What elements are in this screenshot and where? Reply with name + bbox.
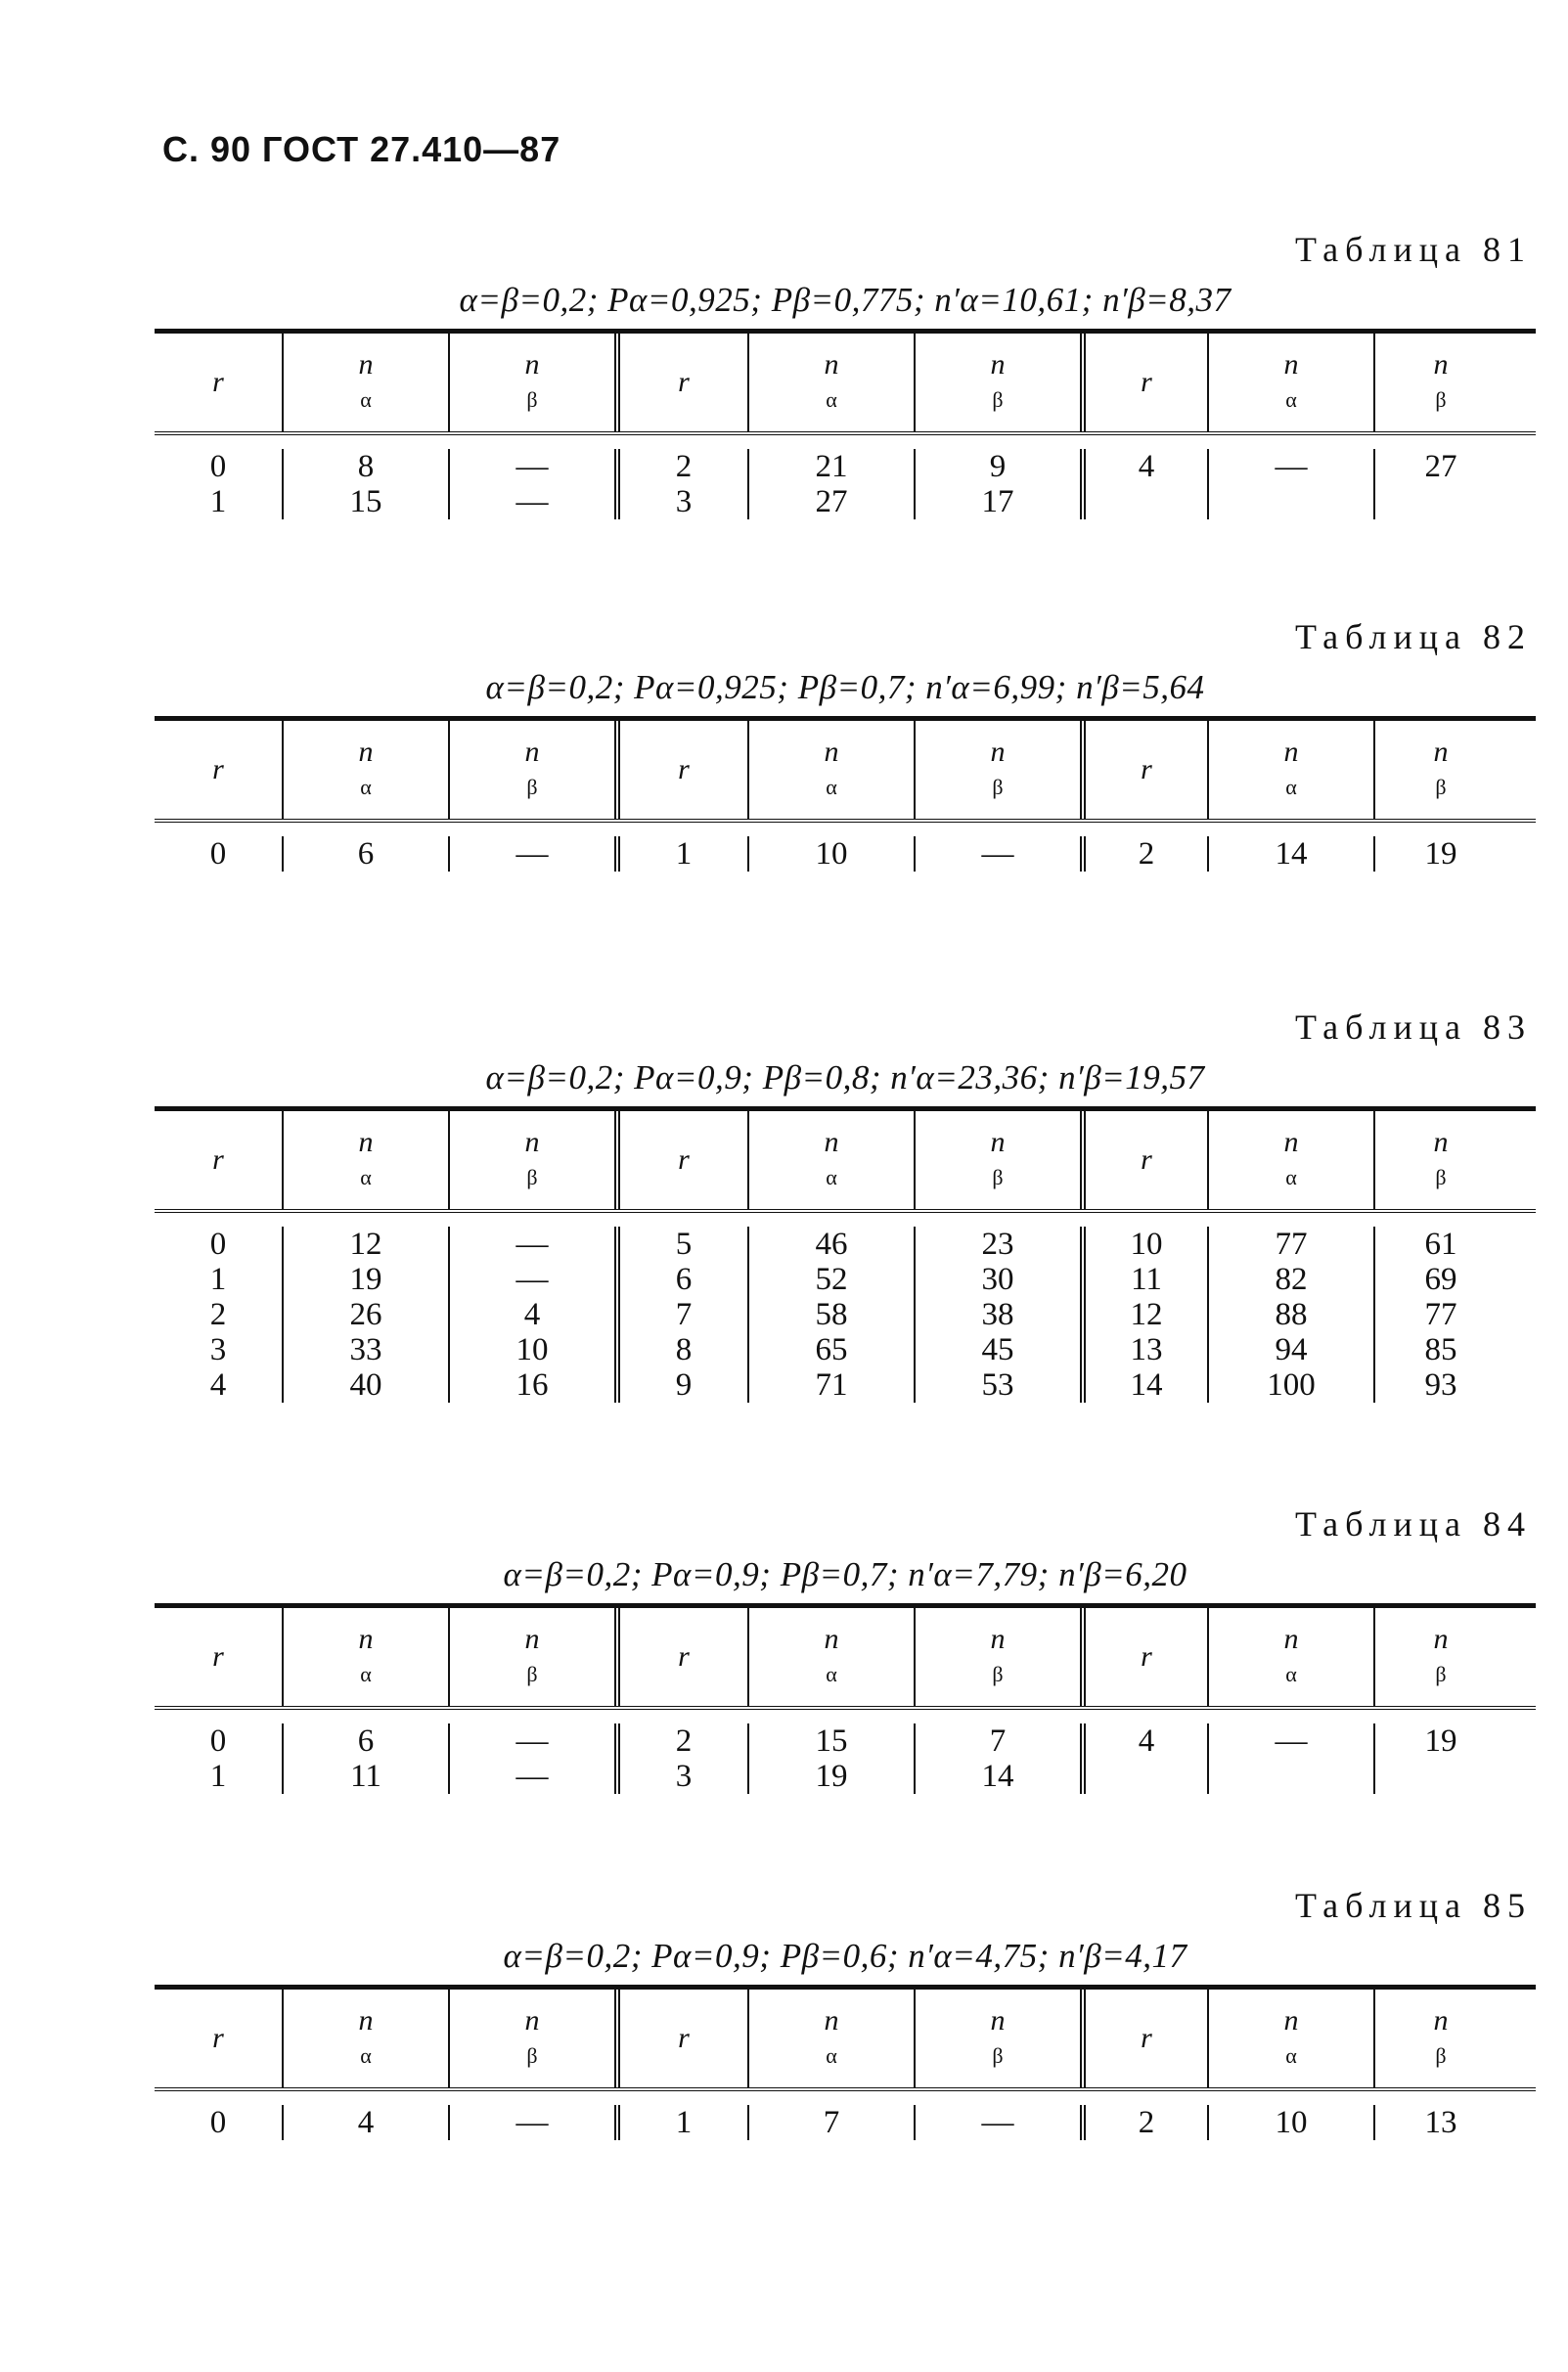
table-cell: 6 bbox=[357, 1723, 375, 1759]
table-cell: 4 bbox=[523, 1297, 541, 1332]
table-cell: 2 bbox=[675, 449, 693, 484]
table-title: Таблица 85 bbox=[1295, 1886, 1532, 1925]
table-cell: 38 bbox=[981, 1297, 1014, 1332]
column-header: n α bbox=[282, 334, 448, 431]
table-cell: 19 bbox=[815, 1759, 848, 1794]
table-body-row bbox=[155, 823, 1536, 881]
table-column bbox=[282, 449, 448, 519]
column-header: n β bbox=[914, 1608, 1080, 1706]
column-header: n α bbox=[1207, 1608, 1373, 1706]
column-header: n α bbox=[1207, 721, 1373, 819]
page-header: С. 90 ГОСТ 27.410—87 bbox=[162, 129, 561, 169]
column-header: n α bbox=[747, 1608, 914, 1706]
table-column bbox=[1080, 1227, 1207, 1403]
table-cell: 16 bbox=[515, 1367, 549, 1403]
column-header: r bbox=[614, 334, 747, 431]
table-body-row bbox=[155, 435, 1536, 529]
table-title: Таблица 81 bbox=[1295, 230, 1532, 269]
column-header: n β bbox=[914, 721, 1080, 819]
table-column bbox=[282, 2105, 448, 2140]
table-cell: 3 bbox=[209, 1332, 227, 1367]
column-header: n β bbox=[914, 334, 1080, 431]
column-header: r bbox=[614, 721, 747, 819]
table-cell: — bbox=[515, 1227, 549, 1262]
table-column bbox=[914, 449, 1080, 519]
table-cell: 82 bbox=[1275, 1262, 1308, 1297]
table-column bbox=[747, 836, 914, 872]
table-column bbox=[747, 1227, 914, 1403]
table-cell: 14 bbox=[1275, 836, 1308, 872]
table-column bbox=[614, 1723, 747, 1794]
table-column bbox=[914, 2105, 1080, 2140]
table-cell: 2 bbox=[209, 1297, 227, 1332]
data-table bbox=[155, 329, 1536, 529]
table-cell: 12 bbox=[349, 1227, 382, 1262]
table-cell: 93 bbox=[1424, 1367, 1457, 1403]
table-cell: 46 bbox=[815, 1227, 848, 1262]
table-column bbox=[614, 449, 747, 519]
table-cell: 15 bbox=[815, 1723, 848, 1759]
table-column bbox=[614, 836, 747, 872]
column-header: r bbox=[614, 1990, 747, 2087]
table-cell: 1 bbox=[675, 2105, 693, 2140]
table-cell: 1 bbox=[209, 1759, 227, 1794]
column-header: n β bbox=[914, 1990, 1080, 2087]
table-column bbox=[155, 2105, 282, 2140]
table-column bbox=[448, 1227, 614, 1403]
table-cell: 85 bbox=[1424, 1332, 1457, 1367]
column-header: n α bbox=[282, 1608, 448, 1706]
table-parameters: α=β=0,2; Pα=0,9; Pβ=0,7; n′α=7,79; n′β=6,20 bbox=[503, 1555, 1187, 1593]
column-header: n α bbox=[282, 1990, 448, 2087]
table-cell: 19 bbox=[1424, 1723, 1457, 1759]
table-cell: 71 bbox=[815, 1367, 848, 1403]
table-block-84 bbox=[155, 1501, 1536, 1804]
table-parameters: α=β=0,2; Pα=0,9; Pβ=0,8; n′α=23,36; n′β=19,57 bbox=[485, 1058, 1205, 1096]
column-header: n α bbox=[747, 721, 914, 819]
column-header: r bbox=[614, 1608, 747, 1706]
data-table bbox=[155, 716, 1536, 881]
table-cell: 19 bbox=[349, 1262, 382, 1297]
table-cell: 13 bbox=[1424, 2105, 1457, 2140]
table-column bbox=[914, 1723, 1080, 1794]
column-header: n α bbox=[282, 1111, 448, 1209]
table-cell: 4 bbox=[1138, 1723, 1155, 1759]
column-header: n β bbox=[1373, 1990, 1506, 2087]
table-column bbox=[448, 449, 614, 519]
column-header: r bbox=[1080, 1990, 1207, 2087]
table-cell: — bbox=[1275, 1723, 1308, 1759]
column-header: r bbox=[1080, 1608, 1207, 1706]
table-cell: 88 bbox=[1275, 1297, 1308, 1332]
table-column bbox=[1373, 1723, 1506, 1794]
table-parameters: α=β=0,2; Pα=0,925; Pβ=0,775; n′α=10,61; n′β=8,37 bbox=[459, 281, 1232, 319]
table-cell: 0 bbox=[209, 836, 227, 872]
table-cell: 4 bbox=[1138, 449, 1155, 484]
table-column bbox=[155, 449, 282, 519]
table-title: Таблица 83 bbox=[1295, 1007, 1532, 1047]
table-cell: 10 bbox=[515, 1332, 549, 1367]
column-header: r bbox=[212, 1143, 224, 1176]
table-cell: 10 bbox=[1130, 1227, 1163, 1262]
table-header-row bbox=[155, 721, 1536, 823]
table-cell: 19 bbox=[1424, 836, 1457, 872]
table-cell: 7 bbox=[675, 1297, 693, 1332]
table-cell: 77 bbox=[1275, 1227, 1308, 1262]
column-header: n β bbox=[448, 1990, 614, 2087]
table-parameters: α=β=0,2; Pα=0,925; Pβ=0,7; n′α=6,99; n′β=5,64 bbox=[485, 668, 1205, 706]
table-cell: 4 bbox=[209, 1367, 227, 1403]
column-header: r bbox=[212, 366, 224, 398]
column-header: n α bbox=[282, 721, 448, 819]
table-cell: 52 bbox=[815, 1262, 848, 1297]
table-cell: 2 bbox=[1138, 2105, 1155, 2140]
table-cell: 3 bbox=[675, 484, 693, 519]
table-cell: — bbox=[1275, 449, 1308, 484]
table-column bbox=[1080, 449, 1207, 519]
table-cell: 3 bbox=[675, 1759, 693, 1794]
table-cell: 6 bbox=[357, 836, 375, 872]
table-column bbox=[282, 836, 448, 872]
table-cell: 11 bbox=[350, 1759, 381, 1794]
table-cell: 10 bbox=[1275, 2105, 1308, 2140]
table-cell: 9 bbox=[675, 1367, 693, 1403]
table-cell: 2 bbox=[1138, 836, 1155, 872]
column-header: r bbox=[1080, 334, 1207, 431]
column-header: n β bbox=[1373, 334, 1506, 431]
table-cell: 94 bbox=[1275, 1332, 1308, 1367]
table-cell: 1 bbox=[675, 836, 693, 872]
table-cell: 58 bbox=[815, 1297, 848, 1332]
column-header: n β bbox=[1373, 1608, 1506, 1706]
column-header: n β bbox=[448, 1608, 614, 1706]
table-column bbox=[914, 836, 1080, 872]
table-cell: 77 bbox=[1424, 1297, 1457, 1332]
table-block-85 bbox=[155, 1883, 1536, 2150]
table-column bbox=[1373, 449, 1506, 519]
table-column bbox=[1373, 1227, 1506, 1403]
table-cell: 27 bbox=[1424, 449, 1457, 484]
column-header: r bbox=[614, 1111, 747, 1209]
table-cell: — bbox=[515, 484, 549, 519]
table-cell: 1 bbox=[209, 484, 227, 519]
table-column bbox=[1207, 1723, 1373, 1794]
table-cell: 2 bbox=[675, 1723, 693, 1759]
column-header: n β bbox=[1373, 721, 1506, 819]
column-header: n α bbox=[1207, 1111, 1373, 1209]
column-header: n β bbox=[1373, 1111, 1506, 1209]
table-cell: — bbox=[981, 836, 1014, 872]
table-cell: — bbox=[515, 2105, 549, 2140]
table-cell: 11 bbox=[1131, 1262, 1162, 1297]
table-header-row bbox=[155, 1990, 1536, 2091]
table-column bbox=[1080, 2105, 1207, 2140]
table-cell: 13 bbox=[1130, 1332, 1163, 1367]
table-column bbox=[1080, 1723, 1207, 1794]
table-cell: — bbox=[515, 449, 549, 484]
table-column bbox=[282, 1227, 448, 1403]
table-cell: — bbox=[515, 1723, 549, 1759]
table-body-row bbox=[155, 1213, 1536, 1412]
table-block-82 bbox=[155, 614, 1536, 881]
table-cell: 65 bbox=[815, 1332, 848, 1367]
data-table bbox=[155, 1106, 1536, 1412]
table-column bbox=[1207, 449, 1373, 519]
column-header: n β bbox=[914, 1111, 1080, 1209]
table-header-row bbox=[155, 334, 1536, 435]
table-cell: 4 bbox=[357, 2105, 375, 2140]
table-column bbox=[1373, 2105, 1506, 2140]
table-header-row bbox=[155, 1608, 1536, 1710]
table-cell: 40 bbox=[349, 1367, 382, 1403]
table-cell: 14 bbox=[1130, 1367, 1163, 1403]
table-cell: 5 bbox=[675, 1227, 693, 1262]
column-header: r bbox=[212, 2022, 224, 2054]
table-cell: — bbox=[515, 836, 549, 872]
table-title: Таблица 84 bbox=[1295, 1504, 1532, 1544]
table-column bbox=[747, 1723, 914, 1794]
table-cell: 0 bbox=[209, 449, 227, 484]
table-body-row bbox=[155, 2091, 1536, 2150]
column-header: r bbox=[212, 753, 224, 785]
table-block-81 bbox=[155, 227, 1536, 529]
column-header: n α bbox=[747, 1990, 914, 2087]
table-cell: — bbox=[515, 1262, 549, 1297]
column-header: r bbox=[1080, 721, 1207, 819]
table-cell: — bbox=[515, 1759, 549, 1794]
table-column bbox=[155, 1227, 282, 1403]
column-header: r bbox=[212, 1640, 224, 1673]
table-column bbox=[747, 449, 914, 519]
table-cell: 7 bbox=[823, 2105, 840, 2140]
table-cell: 6 bbox=[675, 1262, 693, 1297]
table-cell: 33 bbox=[349, 1332, 382, 1367]
table-cell: 69 bbox=[1424, 1262, 1457, 1297]
table-cell: 14 bbox=[981, 1759, 1014, 1794]
table-block-83 bbox=[155, 1005, 1536, 1412]
table-column bbox=[448, 1723, 614, 1794]
table-column bbox=[614, 1227, 747, 1403]
table-column bbox=[1207, 1227, 1373, 1403]
table-header-row bbox=[155, 1111, 1536, 1213]
table-column bbox=[1080, 836, 1207, 872]
table-column bbox=[155, 836, 282, 872]
data-table bbox=[155, 1985, 1536, 2150]
column-header: n α bbox=[1207, 1990, 1373, 2087]
table-cell: 0 bbox=[209, 2105, 227, 2140]
table-cell: 7 bbox=[989, 1723, 1007, 1759]
table-cell: 0 bbox=[209, 1227, 227, 1262]
column-header: n α bbox=[747, 334, 914, 431]
table-column bbox=[1373, 836, 1506, 872]
table-column bbox=[914, 1227, 1080, 1403]
table-cell: 21 bbox=[815, 449, 848, 484]
table-body-row bbox=[155, 1710, 1536, 1804]
table-cell: 27 bbox=[815, 484, 848, 519]
table-cell: 15 bbox=[349, 484, 382, 519]
table-column bbox=[614, 2105, 747, 2140]
table-cell: 17 bbox=[981, 484, 1014, 519]
table-cell: 100 bbox=[1267, 1367, 1316, 1403]
table-cell: 61 bbox=[1424, 1227, 1457, 1262]
table-cell: 53 bbox=[981, 1367, 1014, 1403]
column-header: n β bbox=[448, 1111, 614, 1209]
column-header: n β bbox=[448, 334, 614, 431]
table-cell: 10 bbox=[815, 836, 848, 872]
table-cell: — bbox=[981, 2105, 1014, 2140]
column-header: n β bbox=[448, 721, 614, 819]
column-header: r bbox=[1080, 1111, 1207, 1209]
table-column bbox=[1207, 836, 1373, 872]
table-cell: 45 bbox=[981, 1332, 1014, 1367]
table-cell: 12 bbox=[1130, 1297, 1163, 1332]
data-table bbox=[155, 1603, 1536, 1804]
column-header: n α bbox=[747, 1111, 914, 1209]
table-cell: 0 bbox=[209, 1723, 227, 1759]
table-parameters: α=β=0,2; Pα=0,9; Pβ=0,6; n′α=4,75; n′β=4,17 bbox=[503, 1937, 1187, 1975]
table-column bbox=[448, 2105, 614, 2140]
table-column bbox=[747, 2105, 914, 2140]
table-column bbox=[282, 1723, 448, 1794]
table-title: Таблица 82 bbox=[1295, 617, 1532, 656]
table-cell: 1 bbox=[209, 1262, 227, 1297]
table-cell: 9 bbox=[989, 449, 1007, 484]
table-cell: 30 bbox=[981, 1262, 1014, 1297]
table-column bbox=[1207, 2105, 1373, 2140]
table-column bbox=[155, 1723, 282, 1794]
table-cell: 23 bbox=[981, 1227, 1014, 1262]
table-cell: 8 bbox=[675, 1332, 693, 1367]
table-column bbox=[448, 836, 614, 872]
table-cell: 26 bbox=[349, 1297, 382, 1332]
column-header: n α bbox=[1207, 334, 1373, 431]
table-cell: 8 bbox=[357, 449, 375, 484]
